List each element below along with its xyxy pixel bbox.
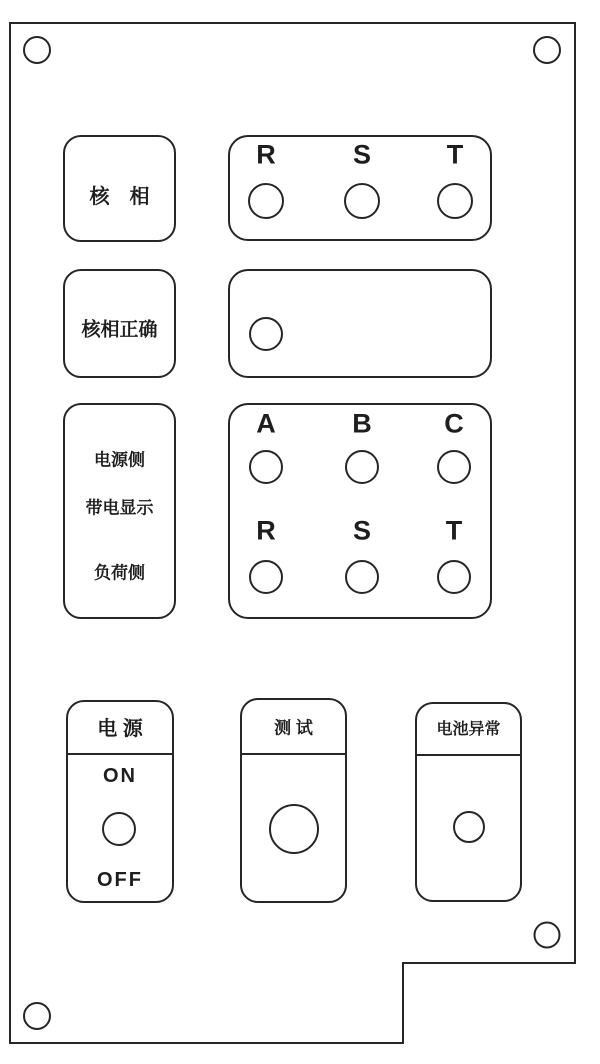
lamp-t2	[437, 560, 471, 594]
test-divider-line	[242, 753, 345, 755]
battery-divider-line	[417, 754, 520, 756]
mounting-hole-top-right	[534, 37, 560, 63]
power-label: 电 源	[97, 718, 143, 740]
phase-check-label: 核 相	[89, 186, 150, 208]
lamp-s2	[345, 560, 379, 594]
lamp-letter-s: S	[352, 139, 372, 170]
battery-alarm-label: 电池异常	[436, 721, 501, 738]
lamp-letter-s2: S	[352, 515, 372, 546]
lamp-s	[344, 183, 380, 219]
lamp-r	[248, 183, 284, 219]
lamp-letter-r: R	[256, 139, 276, 170]
mounting-hole-bottom-left	[24, 1003, 50, 1029]
test-button-box	[240, 698, 347, 903]
live-display-line-title: 带电显示	[85, 498, 154, 518]
battery-alarm-box	[415, 702, 522, 902]
live-display-line-source: 电源侧	[94, 450, 145, 470]
power-switch-box	[66, 700, 174, 903]
power-switch-hole[interactable]	[102, 812, 136, 846]
lamp-letter-b: B	[352, 408, 372, 439]
lamp-c	[437, 450, 471, 484]
lamp-r2	[249, 560, 283, 594]
live-display-plate	[63, 403, 176, 619]
lamp-b	[345, 450, 379, 484]
live-display-lamp-box	[228, 403, 492, 619]
lamp-letter-t: T	[446, 139, 464, 170]
test-label: 测 试	[274, 718, 313, 738]
phase-check-plate	[63, 135, 176, 242]
lamp-letter-c: C	[444, 408, 464, 439]
power-divider-line	[68, 753, 172, 755]
lamp-letter-a: A	[256, 408, 276, 439]
phase-correct-label: 核相正确	[81, 319, 158, 341]
phase-check-lamp-box	[228, 135, 492, 241]
mounting-hole-top-left	[24, 37, 50, 63]
test-push-button[interactable]	[269, 804, 319, 854]
power-off-label: OFF	[97, 869, 143, 891]
lamp-a	[249, 450, 283, 484]
mounting-hole-bottom-right	[535, 923, 560, 948]
power-on-label: ON	[103, 765, 137, 787]
phase-correct-lamp	[249, 317, 283, 351]
lamp-t	[437, 183, 473, 219]
lamp-letter-t2: T	[445, 515, 463, 546]
phase-correct-lamp-box	[228, 269, 492, 378]
live-display-line-load: 负荷侧	[94, 563, 145, 583]
battery-alarm-lamp	[453, 811, 485, 843]
phase-correct-plate	[63, 269, 176, 378]
lamp-letter-r2: R	[256, 515, 276, 546]
